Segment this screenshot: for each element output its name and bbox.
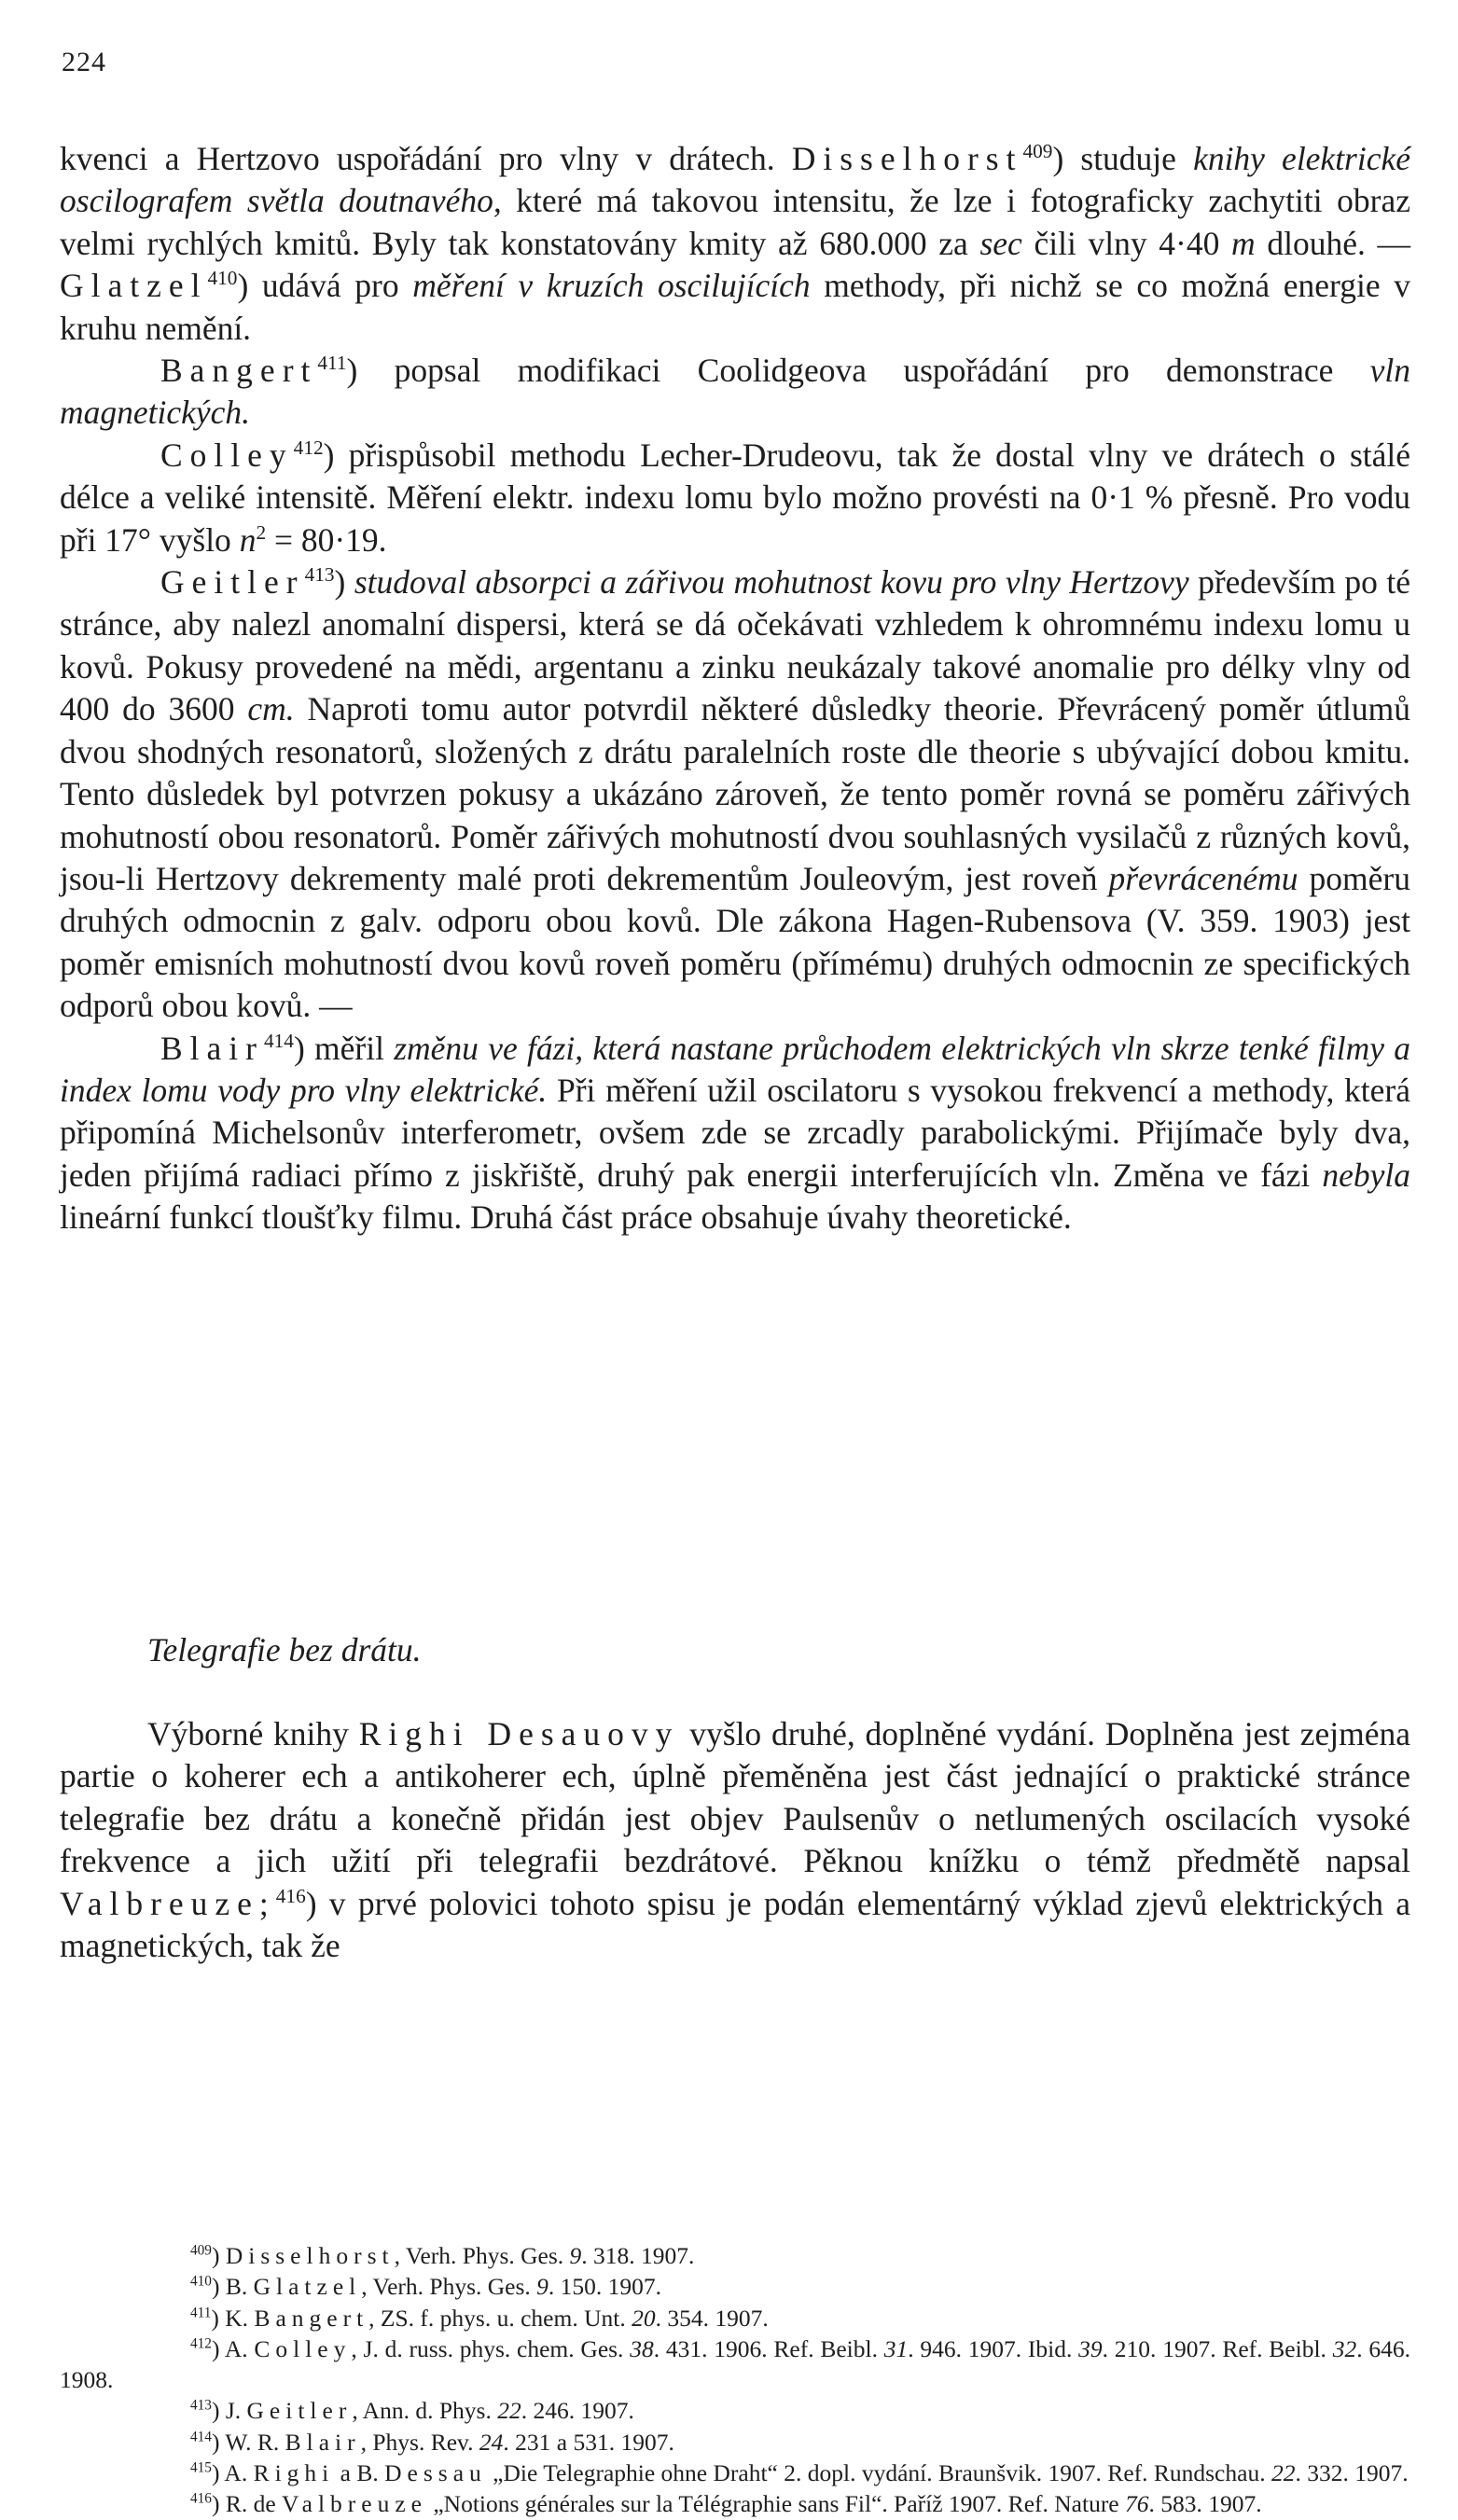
text-run: = 80·19. <box>266 520 387 559</box>
text-run: . 646. 1908. <box>60 2334 1410 2394</box>
text-run: . 431. 1906. Ref. Beibl. <box>653 2334 884 2362</box>
text-run: lineární funkcí tloušťky filmu. Druhá část práce obsahuje úvahy theoretické. <box>60 1198 1072 1237</box>
footnote-415: $^{415}$) A. Righi a B. Dessau „Die Telegraphie ohne Draht“ 2. dopl. vydání. Braunšvik. 1907. Ref. Rundschau. 22. 332. 1907. <box>190 2459 1409 2487</box>
footnote-410: $^{410}$) B. Glatzel, Verh. Phys. Ges. 9. 150. 1907. <box>190 2273 662 2301</box>
author-name: Blair <box>160 1029 264 1067</box>
text-run: dlouhé. — <box>1255 224 1411 262</box>
text-run: R. de <box>225 2490 283 2518</box>
author-name: Bangert <box>160 352 318 390</box>
volume-number: 39 <box>1078 2334 1103 2362</box>
footnote-number: 411 <box>190 2305 212 2321</box>
footnote-ref: 414 <box>263 1029 294 1052</box>
page-number: 224 <box>62 47 106 77</box>
footnote-409: $^{409}$) Disselhorst, Verh. Phys. Ges. 9. 318. 1907. <box>190 2242 695 2269</box>
text-run: ) <box>334 563 354 602</box>
author-name: Geitler <box>160 563 305 602</box>
footnote-author: Colley <box>254 2334 352 2362</box>
footnote-416: $^{416}$) R. de Valbreuze „Notions générales sur la Télégraphie sans Fil“. Paříž 1907. Ref. Nature 76. 583. 1907. <box>190 2490 1262 2518</box>
footnote-ref: 411 <box>317 352 347 375</box>
footnote-413: $^{413}$) J. Geitler, Ann. d. Phys. 22. 246. 1907. <box>190 2397 634 2425</box>
volume-number: 76 <box>1125 2490 1149 2518</box>
footnote-author: Dessau <box>384 2459 487 2487</box>
footnote-author: Disselhorst <box>225 2242 395 2269</box>
text-run: . 210. 1907. Ref. Beibl. <box>1102 2334 1333 2362</box>
footnote-author: Valbreuze <box>282 2490 427 2518</box>
text-run: , Phys. Rev. <box>360 2428 479 2456</box>
footnote-414: $^{414}$) W. R. Blair, Phys. Rev. 24. 231 a 531. 1907. <box>190 2428 674 2456</box>
italic-text: knihy elektrické oscilografem světla doutnavého, <box>60 140 1411 220</box>
text-run: , Ann. d. Phys. <box>352 2397 498 2425</box>
volume-number: 24 <box>479 2428 504 2456</box>
volume-number: 38 <box>630 2334 654 2362</box>
text-run: . 354. 1907. <box>655 2304 769 2332</box>
text-run: Při měření užil oscilatoru s vysokou frekvencí a methody, která připomíná Michelsonův interferometr, ovšem zde se zrcadly parabolickými. Přijímače byly dva, jeden přijímá radiaci přímo z jiskřiště, druhý pak energii interferujících vln. Změna ve fázi <box>60 1071 1410 1194</box>
text-run: a B. <box>334 2459 385 2487</box>
paragraph-blair <box>60 1028 1410 1239</box>
text-run: . 583. 1907. <box>1148 2490 1262 2518</box>
italic-text: nebyla <box>1322 1156 1410 1194</box>
footnote-author: Glatzel <box>253 2273 362 2301</box>
italic-text: sec <box>979 224 1022 262</box>
italic-text: m <box>1231 224 1256 262</box>
text-run: ) v prvé polovici tohoto spisu je podán elementárný výklad zjevů elektrických a magnetických, tak že <box>60 1884 1410 1965</box>
paragraph-bangert <box>60 350 1410 435</box>
text-run: především po té stránce, aby nalezl anomalní dispersi, která se dá očekávati vzhledem k ohromnému indexu lomu u kovů. Pokusy provedené na mědi, argentanu a zinku neukázaly takové anomalie pro délky vlny od 400 do 3600 <box>60 563 1410 728</box>
italic-text: cm. <box>247 690 295 728</box>
text-run: . 246. 1907. <box>521 2397 634 2425</box>
footnote-number: 410 <box>190 2273 212 2290</box>
text-run: ) studuje <box>1052 140 1194 177</box>
footnote-ref: 416 <box>275 1884 306 1907</box>
section-heading: Telegrafie bez drátu. <box>147 1631 422 1668</box>
footnote-number: 413 <box>190 2397 212 2414</box>
author-name: Colley <box>160 436 294 474</box>
text-run: „Notions générales sur la Télégraphie sans Fil“. Paříž 1907. Ref. Nature <box>426 2490 1126 2518</box>
text-run: . 318. 1907. <box>581 2242 695 2269</box>
italic-text: vln magnetických. <box>60 352 1410 432</box>
footnote-number: 415 <box>190 2459 212 2476</box>
footnote-ref: 412 <box>293 436 324 460</box>
body-text <box>60 138 1410 1239</box>
text-run: ) měřil <box>293 1029 395 1067</box>
text-run: , ZS. f. phys. u. chem. Unt. <box>368 2304 632 2332</box>
text-run: kvenci a Hertzovo uspořádání pro vlny v drátech. <box>60 140 792 177</box>
volume-number: 31 <box>883 2334 909 2362</box>
footnote-author: Righi <box>253 2459 335 2487</box>
italic-text: změnu ve fázi, která nastane průchodem elektrických vln skrze tenké filmy a index lomu vody pro vlny elektrické. <box>60 1029 1411 1109</box>
paragraph-telegrafie <box>60 1713 1410 1967</box>
text-run: A. <box>224 2459 254 2487</box>
text-run: které má takovou intensitu, že lze i fotograficky zachytiti obraz velmi rychlých kmitů. Byly tak konstatovány kmity až 680.000 za <box>60 182 1410 262</box>
paragraph-geitler <box>60 561 1410 1027</box>
footnote-ref: 410 <box>207 267 238 290</box>
text-run: Výborné knihy <box>147 1715 359 1752</box>
volume-number: 9 <box>569 2242 582 2269</box>
text-run: . 231 a 531. 1907. <box>503 2428 674 2456</box>
footnote-ref: 413 <box>304 563 335 587</box>
footnote-author: Blair <box>285 2428 361 2456</box>
text-run: methody, při nichž se co možná energie v kruhu nemění. <box>60 267 1410 347</box>
footnote-number: 412 <box>190 2335 212 2352</box>
author-name: Disselhorst <box>791 140 1023 177</box>
paragraph-disselhorst <box>60 138 1410 350</box>
text-run: vyšlo druhé, doplněné vydání. Doplněna jest zejména partie o koherer ech a antikoherer ech, úplně přeměněna jest část jednající o praktické stránce telegrafie bez drátu a konečně přidán jest objev Paulsenův o netlumených oscilacích vysoké frekvence a jich užití při telegrafii bezdrátové. Pěknou knížku o témž předmětě napsal <box>60 1715 1410 1880</box>
italic-text: studoval absorpci a zářivou mohutnost kovu pro vlny Hertzovy <box>354 563 1189 602</box>
text-run: B. <box>225 2273 254 2301</box>
text-run: čili vlny 4·40 <box>1021 224 1232 262</box>
text-run: A. <box>224 2334 255 2362</box>
footnote-number: 416 <box>190 2490 212 2507</box>
author-name: Glatzel <box>60 267 208 305</box>
text-run: J. <box>225 2397 247 2425</box>
volume-number: 22 <box>497 2397 521 2425</box>
footnote-number: 409 <box>190 2242 212 2259</box>
volume-number: 9 <box>536 2273 548 2301</box>
footnote-ref: 409 <box>1022 140 1053 163</box>
text-run: ) udává pro <box>237 267 413 305</box>
volume-number: 20 <box>632 2304 656 2332</box>
text-run: . 946. 1907. Ibid. <box>908 2334 1079 2362</box>
text-run: . 150. 1907. <box>548 2273 662 2301</box>
italic-text: převrácenému <box>1108 859 1298 897</box>
text-run: ) přispůsobil methodu Lecher-Drudeovu, tak že dostal vlny ve drátech o stálé délce a veliké intensitě. Měření elektr. indexu lomu bylo možno provésti na 0·1 % přesně. Pro vodu při 17° vyšlo <box>60 436 1410 559</box>
text-run: , Verh. Phys. Ges. <box>394 2242 570 2269</box>
footnote-author: Bangert <box>254 2304 369 2332</box>
paragraph-colley <box>60 435 1410 561</box>
author-name: Valbreuze; <box>60 1884 276 1922</box>
text-run: K. <box>225 2304 255 2332</box>
text-run: ) popsal modifikaci Coolidgeova uspořádání pro demonstrace <box>346 352 1370 390</box>
text-run: . 332. 1907. <box>1295 2459 1409 2487</box>
text-run: „Die Telegraphie ohne Draht“ 2. dopl. vydání. Braunšvik. 1907. Ref. Rundschau. <box>486 2459 1271 2487</box>
footnote-411: $^{411}$) K. Bangert, ZS. f. phys. u. chem. Unt. 20. 354. 1907. <box>190 2304 769 2332</box>
text-run: W. R. <box>225 2428 285 2456</box>
author-name: Righi Desauovy <box>358 1715 680 1752</box>
footnote-author: Geitler <box>246 2397 353 2425</box>
superscript: 2 <box>256 520 267 544</box>
footnote-number: 414 <box>190 2429 212 2445</box>
text-run: Naproti tomu autor potvrdil některé důsledky theorie. Převrácený poměr útlumů dvou shodných resonatorů, složených z drátu paralelních roste dle theorie s ubývající dobou kmitu. Tento důsledek byl potvrzen pokusy a ukázáno zároveň, že tento poměr rovná se poměru zářivých mohutností obou resonatorů. Poměr zářivých mohutností dvou souhlasných vysilačů z různých kovů, jsou-li Hertzovy dekrementy malé proti dekrementům Jouleovým, jest roveň <box>60 690 1410 897</box>
text-run: poměru druhých odmocnin z galv. odporu obou kovů. Dle zákona Hagen-Rubensova (V. 359. 1903) jest poměr emisních mohutností dvou kovů roveň poměru (přímému) druhých odmocnin ze specifických odporů obou kovů. — <box>60 859 1410 1025</box>
italic-text: n <box>239 520 257 559</box>
volume-number: 22 <box>1271 2459 1296 2487</box>
volume-number: 32 <box>1332 2334 1357 2362</box>
section-text <box>60 1713 1410 1967</box>
italic-text: měření v kruzích oscilujících <box>412 267 811 305</box>
text-run: , J. d. russ. phys. chem. Ges. <box>351 2334 631 2362</box>
footnote-412: $^{412}$) A. Colley, J. d. russ. phys. chem. Ges. 38. 431. 1906. Ref. Beibl. 31. 946. 1907. Ibid. 39. 210. 1907. Ref. Beibl. 32. 646. 1908. <box>60 2334 1410 2394</box>
text-run: , Verh. Phys. Ges. <box>361 2273 537 2301</box>
